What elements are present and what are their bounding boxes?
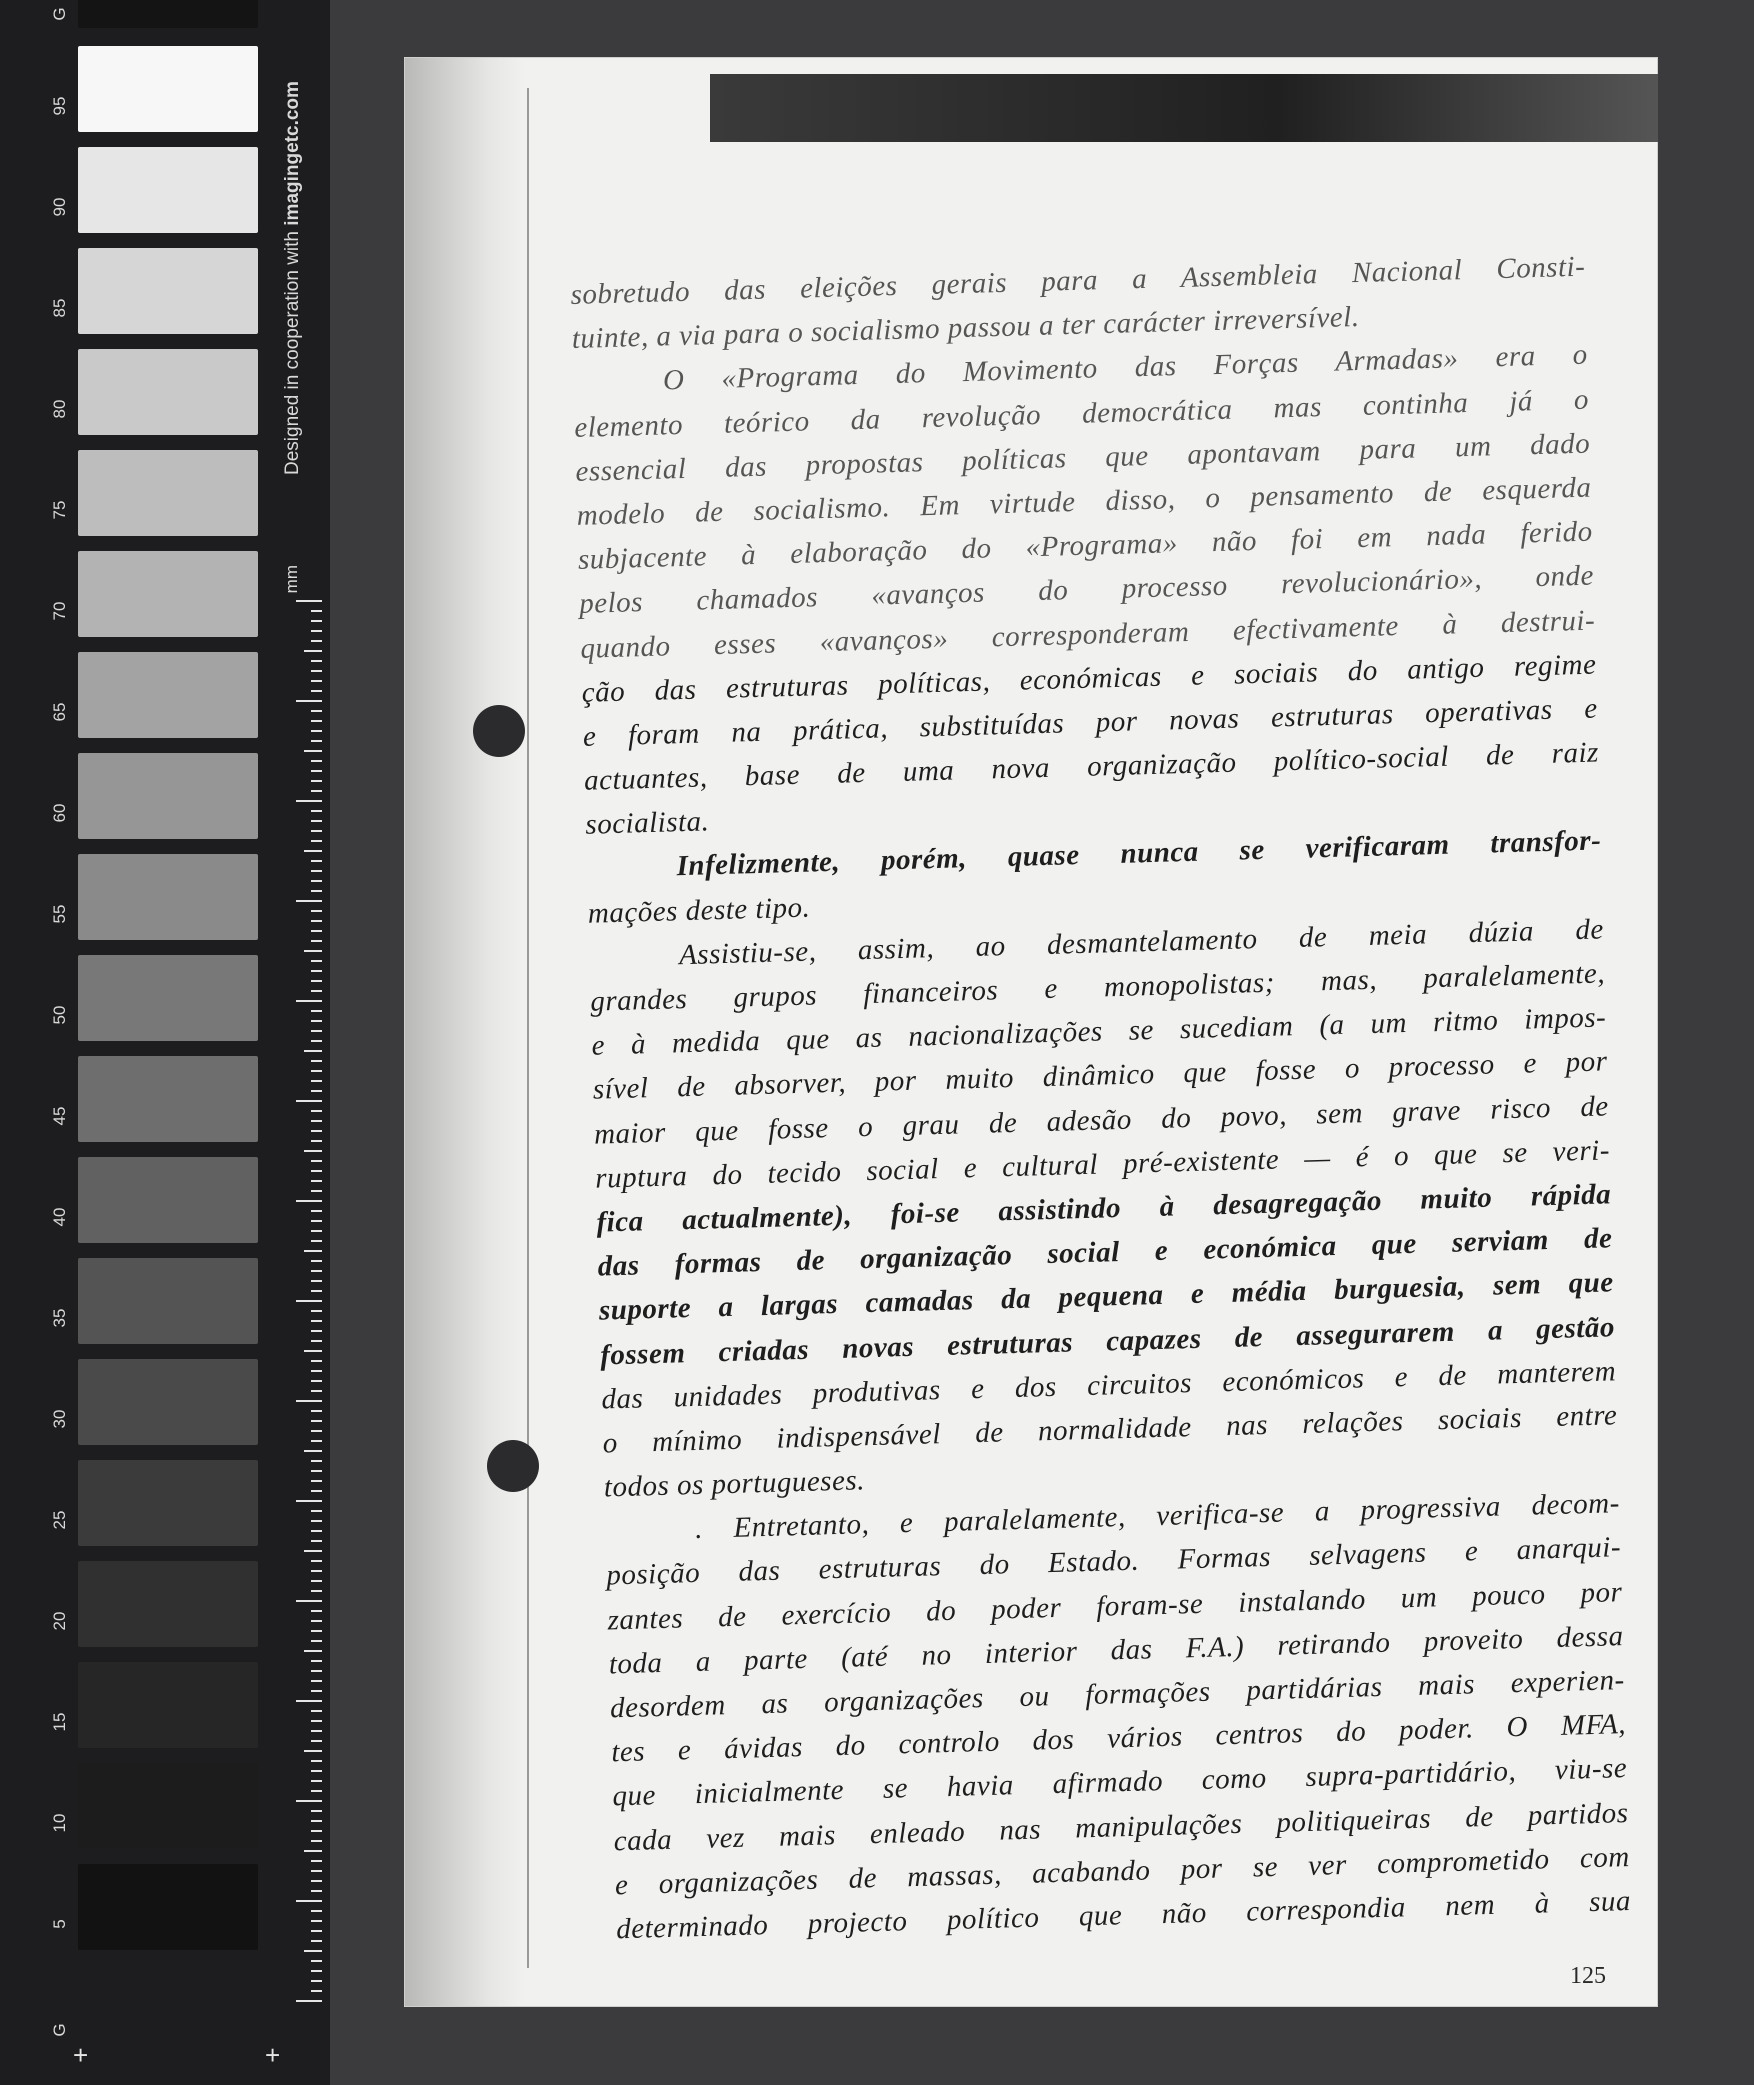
ruler-tick	[311, 1530, 322, 1532]
ruler-tick	[311, 930, 322, 932]
credit-prefix: Designed in cooperation with	[282, 225, 303, 475]
ruler-tick	[311, 1720, 322, 1722]
text-line: cada vez mais enleado nas manipulações politiqueiras de partidos	[613, 1796, 1629, 1857]
ruler-tick	[304, 1250, 322, 1252]
gray-label: G	[50, 7, 69, 21]
gray-label: 85	[50, 298, 69, 318]
text-line: suporte a largas camadas da pequena e média burguesia, sem que	[598, 1266, 1615, 1327]
corner-mark-left: +	[73, 2040, 89, 2070]
ruler-tick	[311, 840, 322, 842]
gray-swatch	[78, 1864, 258, 1950]
ruler-tick	[311, 1380, 322, 1382]
ruler-tick	[311, 880, 322, 882]
ruler-tick	[311, 1810, 322, 1812]
ruler-tick	[311, 1110, 322, 1112]
ruler-tick	[296, 1600, 322, 1602]
text-line: Infelizmente, porém, quase nunca se verificaram transfor-	[676, 824, 1602, 883]
ruler-tick	[311, 1670, 322, 1672]
text-line: fica actualmente), foi-se assistindo à desagregação muito rápida	[596, 1178, 1612, 1239]
ruler-tick	[311, 1770, 322, 1772]
ruler-tick	[311, 1220, 322, 1222]
text-line: sível de absorver, por muito dinâmico que fosse o processo e por	[592, 1045, 1608, 1107]
ruler-tick	[311, 1270, 322, 1272]
ruler-tick	[311, 1510, 322, 1512]
gray-swatch	[78, 1460, 258, 1546]
ruler-tick	[311, 1390, 322, 1392]
ruler-tick	[311, 1890, 322, 1892]
ruler-tick	[311, 1520, 322, 1522]
ruler-tick	[311, 630, 322, 632]
gray-label: 40	[50, 1207, 69, 1227]
ruler-tick	[311, 1190, 322, 1192]
ruler-tick	[304, 1550, 322, 1552]
text-line: das unidades produtivas e dos circuitos económicos e de manterem	[601, 1354, 1617, 1416]
gray-swatch	[78, 753, 258, 839]
ruler-tick	[311, 870, 322, 872]
gray-swatch	[78, 248, 258, 334]
gray-label: 60	[50, 803, 69, 823]
ruler-tick	[296, 700, 322, 702]
ruler-tick	[311, 1090, 322, 1092]
ruler-tick	[311, 1420, 322, 1422]
gray-swatch	[78, 1056, 258, 1142]
ruler-tick	[311, 1960, 322, 1962]
ruler-tick	[304, 1750, 322, 1752]
gray-swatch	[78, 1662, 258, 1748]
ruler-tick	[311, 1880, 322, 1882]
ruler-tick	[311, 730, 322, 732]
ruler-tick	[304, 1450, 322, 1452]
ruler-tick	[311, 1010, 322, 1012]
ruler-tick	[311, 1320, 322, 1322]
ruler-tick	[311, 1980, 322, 1982]
ruler-tick	[311, 820, 322, 822]
ruler-tick	[311, 620, 322, 622]
ruler-tick	[311, 1370, 322, 1372]
ruler-tick	[311, 1640, 322, 1642]
text-line: e à medida que as nacionalizações se sucediam (a um ritmo impos-	[591, 1001, 1607, 1062]
text-line: . Entretanto, e paralelamente, verifica-se a progressiva decom-	[694, 1487, 1621, 1546]
ruler-tick	[311, 1430, 322, 1432]
text-line: essencial das propostas políticas que apontavam para um dado	[575, 427, 1591, 488]
text-line: grandes grupos financeiros e monopolistas; mas, paralelamente,	[589, 957, 1606, 1018]
ruler-tick	[311, 1340, 322, 1342]
text-line: fossem criadas novas estruturas capazes de assegurarem a gestão	[599, 1310, 1616, 1372]
text-line: o mínimo indispensável de normalidade nas relações sociais entre	[602, 1399, 1618, 1460]
ruler-tick	[311, 1740, 322, 1742]
ruler-tick	[311, 1170, 322, 1172]
ruler-tick	[311, 940, 322, 942]
ruler-tick	[296, 2000, 322, 2002]
ruler-tick	[304, 1150, 322, 1152]
ruler-tick	[311, 1590, 322, 1592]
ruler-tick	[311, 690, 322, 692]
page-number: 125	[1570, 1963, 1606, 1989]
ruler-tick	[311, 1870, 322, 1872]
gray-label: 90	[50, 197, 69, 217]
gray-swatch	[78, 652, 258, 738]
ruler-tick	[311, 1140, 322, 1142]
ruler-tick	[311, 1440, 322, 1442]
gray-label: 10	[50, 1813, 69, 1833]
gray-label: 25	[50, 1510, 69, 1530]
text-line: ção das estruturas políticas, económicas e sociais do antigo regime	[581, 648, 1597, 709]
ruler-tick	[311, 1820, 322, 1822]
gray-label: 30	[50, 1409, 69, 1429]
ruler-tick	[296, 1000, 322, 1002]
gray-label: 45	[50, 1106, 69, 1126]
gray-label: G	[50, 2023, 69, 2037]
calibration-strip	[0, 0, 330, 2085]
body-text	[570, 245, 1631, 1952]
ruler-tick	[311, 1230, 322, 1232]
gray-swatch	[78, 854, 258, 940]
ruler-tick	[311, 1070, 322, 1072]
ruler-tick	[311, 1160, 322, 1162]
gray-label: 20	[50, 1611, 69, 1631]
ruler-tick	[311, 710, 322, 712]
ruler-tick	[311, 1120, 322, 1122]
gray-label: 75	[50, 500, 69, 520]
ruler-tick	[311, 890, 322, 892]
ruler-tick	[311, 1310, 322, 1312]
text-line: O «Programa do Movimento das Forças Armadas» era o	[662, 338, 1589, 397]
text-line: tes e ávidas do controlo dos vários centros do poder. O MFA,	[610, 1708, 1627, 1769]
ruler-tick	[304, 950, 322, 952]
ruler-tick	[311, 1490, 322, 1492]
ruler-tick	[311, 720, 322, 722]
gray-label: 35	[50, 1308, 69, 1328]
ruler-tick	[311, 1290, 322, 1292]
ruler-tick	[304, 1950, 322, 1952]
ruler-tick	[311, 1080, 322, 1082]
gray-swatch	[78, 1561, 258, 1647]
ruler-tick	[311, 680, 322, 682]
ruler-tick	[311, 1620, 322, 1622]
gray-label: 5	[50, 1919, 69, 1929]
ruler-tick	[311, 1610, 322, 1612]
ruler-tick	[296, 1700, 322, 1702]
ruler-tick	[296, 1200, 322, 1202]
ruler-tick	[304, 1650, 322, 1652]
gray-label: 65	[50, 702, 69, 722]
corner-mark-right: +	[265, 2040, 281, 2070]
ruler-tick	[311, 1480, 322, 1482]
mm-ruler	[296, 600, 322, 2000]
ruler-tick	[311, 1030, 322, 1032]
ruler-tick	[311, 640, 322, 642]
ruler-tick	[311, 1930, 322, 1932]
ruler-tick	[311, 1710, 322, 1712]
page-margin-line	[527, 88, 529, 1968]
ruler-tick	[311, 910, 322, 912]
ruler-tick	[296, 900, 322, 902]
ruler-tick	[311, 1630, 322, 1632]
ruler-tick	[304, 1850, 322, 1852]
gray-swatch	[78, 1763, 258, 1849]
gray-label: 80	[50, 399, 69, 419]
text-line: mações deste tipo.	[587, 891, 811, 930]
text-line: posição das estruturas do Estado. Formas selvagens e anarqui-	[605, 1531, 1622, 1592]
text-line: pelos chamados «avanços do processo revolucionário», onde	[578, 559, 1595, 621]
ruler-tick	[296, 1800, 322, 1802]
ruler-tick	[304, 650, 322, 652]
ruler-tick	[296, 1500, 322, 1502]
ruler-tick	[311, 1330, 322, 1332]
ruler-tick	[311, 970, 322, 972]
ruler-tick	[311, 1990, 322, 1992]
ruler-tick	[311, 1280, 322, 1282]
text-line: modelo de socialismo. Em virtude disso, o pensamento de esquerda	[576, 471, 1592, 532]
gray-label: 95	[50, 96, 69, 116]
ruler-tick	[311, 980, 322, 982]
ruler-tick	[304, 1350, 322, 1352]
ruler-tick	[311, 1060, 322, 1062]
ruler-tick	[311, 1180, 322, 1182]
ruler-tick	[311, 1040, 322, 1042]
text-line: actuantes, base de uma nova organização político-social de raiz	[583, 736, 1600, 797]
ruler-tick	[311, 1730, 322, 1732]
text-line: tuinte, a via para o socialismo passou a ter carácter irreversível.	[571, 301, 1360, 356]
gray-swatch	[78, 1157, 258, 1243]
ruler-tick	[311, 1910, 322, 1912]
ruler-tick	[311, 920, 322, 922]
ruler-tick	[296, 1900, 322, 1902]
ruler-tick	[311, 1760, 322, 1762]
text-line: e foram na prática, substituídas por novas estruturas operativas e	[582, 692, 1599, 753]
text-line: Assistiu-se, assim, ao desmantelamento de meia dúzia de	[678, 913, 1605, 972]
gray-swatch	[78, 46, 258, 132]
ruler-tick	[311, 1790, 322, 1792]
text-line: das formas de organização social e económica que serviam de	[597, 1222, 1613, 1283]
ruler-tick	[311, 1940, 322, 1942]
ruler-tick	[311, 740, 322, 742]
text-line: quando esses «avanços» corresponderam efectivamente à destrui-	[580, 604, 1596, 665]
ruler-tick	[296, 600, 322, 602]
ruler-tick	[296, 1100, 322, 1102]
text-line: desordem as organizações ou formações partidárias mais experien-	[609, 1664, 1626, 1725]
ruler-tick	[311, 1130, 322, 1132]
ruler-tick	[311, 1860, 322, 1862]
text-line: que inicialmente se havia afirmado como supra-partidário, viu-se	[612, 1752, 1628, 1813]
text-line: todos os portugueses.	[603, 1464, 866, 1504]
ruler-tick	[311, 660, 322, 662]
ruler-tick	[304, 850, 322, 852]
text-line: elemento teórico da revolução democrática mas continha já o	[573, 383, 1590, 444]
ruler-tick	[311, 1020, 322, 1022]
ruler-tick	[296, 1300, 322, 1302]
gray-swatch	[78, 450, 258, 536]
ruler-tick	[311, 1570, 322, 1572]
text-line: toda a parte (até no interior das F.A.) retirando proveito dessa	[608, 1619, 1624, 1681]
gray-swatch	[78, 1258, 258, 1344]
ruler-tick	[311, 830, 322, 832]
ruler-unit-label: mm	[282, 565, 301, 594]
strip-credit	[282, 45, 312, 475]
ruler-tick	[311, 1560, 322, 1562]
ruler-tick	[311, 1830, 322, 1832]
ruler-tick	[311, 1780, 322, 1782]
ruler-tick	[304, 1050, 322, 1052]
gray-scale-labels	[38, 0, 82, 2085]
credit-brand: imagingetc.com	[282, 81, 303, 226]
text-line: maior que fosse o grau de adesão do povo, sem grave risco de	[593, 1089, 1610, 1151]
ruler-tick	[311, 960, 322, 962]
ruler-tick	[311, 1580, 322, 1582]
text-line: zantes de exercício do poder foram-se instalando um pouco por	[607, 1575, 1623, 1637]
ruler-tick	[311, 1240, 322, 1242]
page-scan-shadow	[405, 58, 525, 2006]
ruler-tick	[296, 800, 322, 802]
gray-scale-swatches	[78, 0, 263, 2085]
ruler-tick	[311, 860, 322, 862]
text-line: sobretudo das eleições gerais para a Assembleia Nacional Consti-	[570, 250, 1586, 311]
document-page	[405, 58, 1657, 2006]
gray-label: 50	[50, 1005, 69, 1025]
ruler-tick	[311, 1970, 322, 1972]
gray-label: 15	[50, 1712, 69, 1732]
gray-swatch	[78, 1359, 258, 1445]
gray-swatch	[78, 955, 258, 1041]
punch-hole-lower	[487, 1440, 539, 1492]
ruler-tick	[311, 1690, 322, 1692]
punch-hole-upper	[473, 705, 525, 757]
ruler-tick	[311, 1840, 322, 1842]
ruler-tick	[304, 750, 322, 752]
text-line: subjacente à elaboração do «Programa» não foi em nada ferido	[577, 515, 1594, 577]
text-line: e organizações de massas, acabando por se ver comprometido com	[614, 1840, 1631, 1902]
ruler-tick	[311, 1680, 322, 1682]
ruler-tick	[311, 1660, 322, 1662]
ruler-tick	[311, 1210, 322, 1212]
gray-swatch	[78, 349, 258, 435]
ruler-tick	[311, 610, 322, 612]
ruler-tick	[311, 1470, 322, 1472]
ruler-tick	[311, 760, 322, 762]
gray-swatch	[78, 0, 258, 28]
gray-swatch	[78, 147, 258, 233]
ruler-tick	[311, 780, 322, 782]
ruler-tick	[311, 790, 322, 792]
text-line: ruptura do tecido social e cultural pré-existente — é o que se veri-	[594, 1134, 1611, 1195]
ruler-tick	[311, 1410, 322, 1412]
gray-label: 70	[50, 601, 69, 621]
ruler-tick	[311, 770, 322, 772]
ruler-tick	[311, 810, 322, 812]
ruler-tick	[296, 1400, 322, 1402]
redaction-bar	[710, 74, 1658, 142]
ruler-tick	[311, 1360, 322, 1362]
gray-label: 55	[50, 904, 69, 924]
ruler-tick	[311, 1920, 322, 1922]
ruler-tick	[311, 670, 322, 672]
ruler-tick	[311, 1460, 322, 1462]
text-line: socialista.	[584, 805, 710, 842]
gray-swatch	[78, 551, 258, 637]
ruler-tick	[311, 1540, 322, 1542]
text-line: determinado projecto político que não correspondia nem à sua	[615, 1884, 1632, 1946]
ruler-tick	[311, 990, 322, 992]
ruler-tick	[311, 1260, 322, 1262]
